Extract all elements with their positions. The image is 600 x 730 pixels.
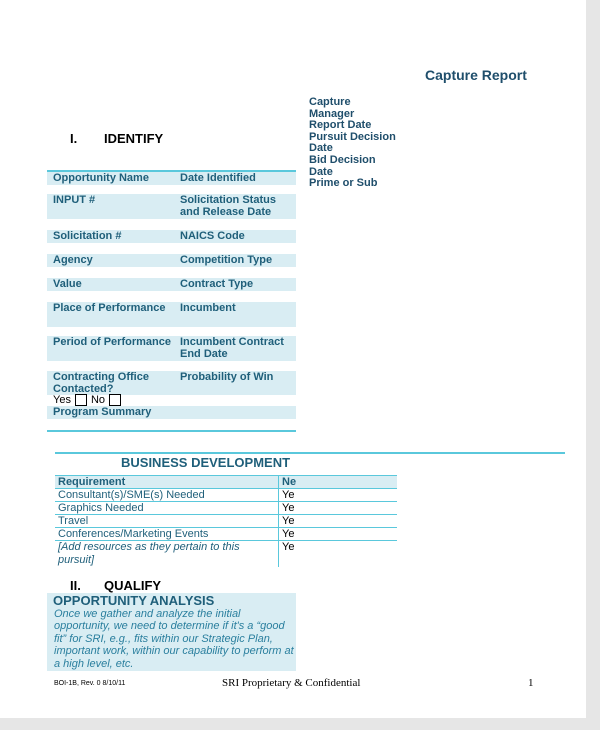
document-title: Capture Report: [425, 67, 527, 83]
business-top-rule: [55, 452, 565, 454]
field-label: Solicitation #: [53, 230, 122, 242]
table-row: [55, 528, 397, 541]
section-qualify-heading: [70, 578, 161, 593]
needed-cell[interactable]: Ye: [282, 541, 295, 553]
yes-checkbox[interactable]: [75, 394, 87, 406]
field-label: Incumbent: [180, 302, 236, 314]
requirement-cell: Travel: [58, 515, 89, 527]
field-label: NAICS Code: [180, 230, 245, 242]
field-label: Probability of Win: [180, 371, 274, 383]
requirement-cell: [Add resources as they pertain to this pursuit]: [58, 541, 240, 566]
meta-line: Manager: [309, 107, 355, 120]
section-title: IDENTIFY: [104, 131, 164, 146]
column-divider: [278, 476, 279, 489]
needed-cell[interactable]: Ye: [282, 489, 295, 501]
yes-label: Yes: [53, 394, 71, 406]
footer-revision: BOI-1B, Rev. 0 8/10/11: [54, 680, 126, 687]
page-edge-right: [586, 0, 600, 730]
table-bottom-rule: [47, 430, 296, 432]
no-checkbox[interactable]: [109, 394, 121, 406]
table-row: [47, 371, 296, 395]
business-development-title: BUSINESS DEVELOPMENT: [121, 455, 291, 470]
section-number: II.: [70, 578, 81, 593]
contacted-checkboxes: [53, 394, 125, 406]
opportunity-analysis-box: [47, 593, 296, 671]
field-label: Date Identified: [180, 172, 256, 184]
meta-line: Date: [309, 142, 333, 155]
column-divider: [278, 489, 279, 502]
field-label: Opportunity Name: [53, 172, 149, 184]
meta-line: Prime or Sub: [309, 177, 378, 190]
footer-confidential: SRI Proprietary & Confidential: [222, 677, 361, 689]
meta-line: Pursuit Decision: [309, 130, 396, 143]
table-row: [55, 502, 397, 515]
table-row: [47, 254, 296, 267]
table-row: [47, 278, 296, 291]
section-number: I.: [70, 131, 78, 146]
column-divider: [278, 528, 279, 541]
table-row: [47, 230, 296, 243]
column-header: Ne: [282, 476, 297, 488]
table-row: [47, 172, 296, 185]
column-header: Requirement: [58, 476, 126, 488]
field-label: Solicitation Status and Release Date: [180, 194, 276, 218]
table-row: [55, 515, 397, 528]
page-edge-bottom: [0, 718, 600, 730]
table-header-row: [55, 476, 397, 489]
field-label: Value: [53, 278, 82, 290]
meta-line: Date: [309, 165, 333, 178]
table-row: [47, 406, 296, 419]
field-label: Contracting Office Contacted?: [53, 371, 149, 395]
field-label: Contract Type: [180, 278, 254, 290]
opportunity-analysis-title: OPPORTUNITY ANALYSIS: [53, 593, 215, 608]
needed-cell[interactable]: Ye: [282, 502, 295, 514]
needed-cell[interactable]: Ye: [282, 528, 295, 540]
table-row: [47, 336, 296, 361]
field-label: Program Summary: [53, 406, 152, 418]
meta-line: Bid Decision: [309, 153, 376, 166]
needed-cell[interactable]: Ye: [282, 515, 295, 527]
requirement-cell: Conferences/Marketing Events: [58, 528, 209, 540]
field-label: INPUT #: [53, 194, 96, 206]
column-divider: [278, 502, 279, 515]
meta-line: Capture: [309, 96, 351, 108]
requirement-cell: Graphics Needed: [58, 502, 144, 514]
opportunity-analysis-text: Once we gather and analyze the initial opportunity, we need to determine if it's a “good fit” for SRI, e.g., fits within our Strategic Plan, important work, within our capability to perform at a high level, etc.: [54, 608, 294, 670]
field-label: Incumbent Contract End Date: [180, 336, 284, 360]
report-meta-list: [309, 97, 396, 190]
table-row: [47, 194, 296, 219]
column-divider: [278, 515, 279, 528]
requirement-cell: Consultant(s)/SME(s) Needed: [58, 489, 205, 501]
page-number: 1: [528, 677, 534, 689]
field-label: Competition Type: [180, 254, 273, 266]
meta-line: Report Date: [309, 119, 372, 132]
section-identify-heading: [70, 131, 163, 146]
field-label: Agency: [53, 254, 93, 266]
section-title: QUALIFY: [104, 578, 162, 593]
field-label: Period of Performance: [53, 336, 171, 348]
table-row: [55, 489, 397, 502]
field-label: Place of Performance: [53, 302, 166, 314]
table-row: [47, 302, 296, 327]
table-row: [55, 541, 397, 567]
no-label: No: [90, 394, 106, 406]
column-divider: [278, 541, 279, 567]
